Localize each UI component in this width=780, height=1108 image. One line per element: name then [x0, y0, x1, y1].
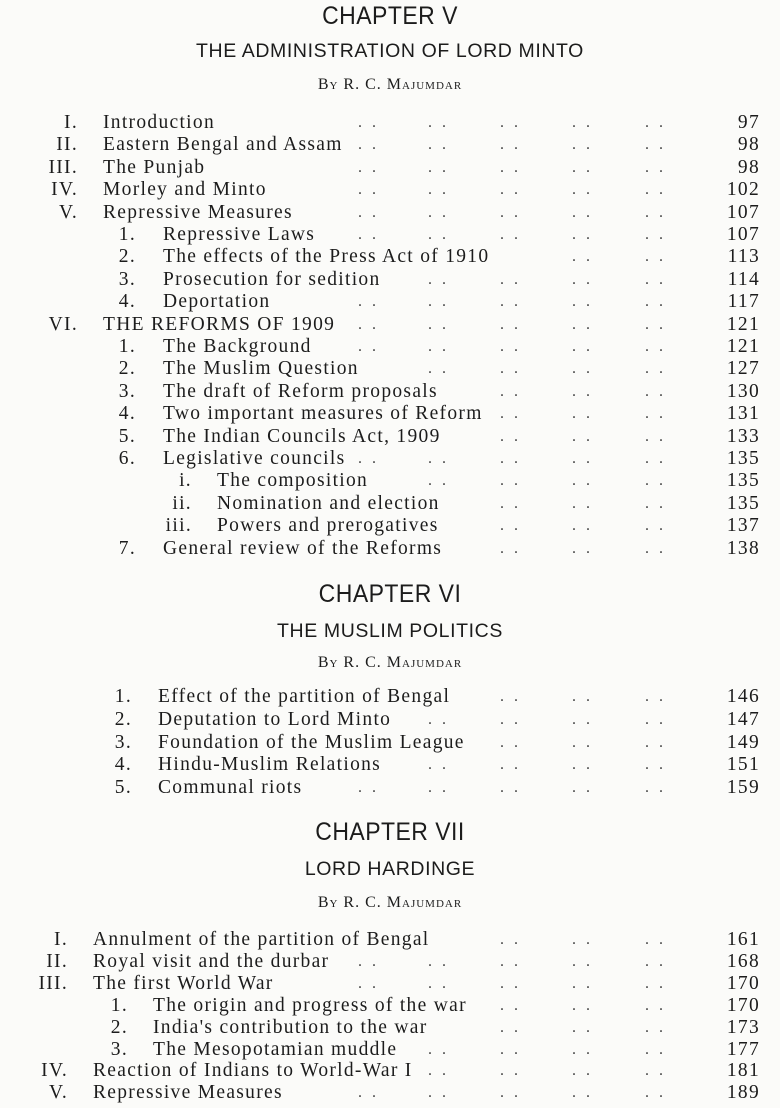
toc-entry[interactable]: [0, 929, 780, 951]
entry-title: The composition: [217, 470, 369, 492]
dot-leader: . .: [572, 779, 593, 797]
entry-title: Repressive Measures: [103, 201, 293, 223]
dot-leader: . .: [572, 517, 593, 535]
entry-page: 177: [726, 1038, 760, 1060]
dot-leader: . .: [645, 114, 666, 131]
entry-title: Introduction: [103, 112, 215, 133]
dot-leader: . .: [500, 974, 521, 992]
dot-leader: . .: [645, 427, 666, 445]
dot-leader: . .: [428, 270, 449, 288]
dot-leader: . .: [572, 427, 593, 445]
entry-title: General review of the Reforms: [163, 537, 443, 559]
dot-leader: . .: [572, 1084, 593, 1102]
dot-leader: . .: [358, 181, 379, 199]
entry-title: The Punjab: [103, 156, 206, 178]
toc-entry[interactable]: [0, 515, 780, 537]
dot-leader: . .: [500, 756, 521, 774]
dot-leader: . .: [645, 1062, 666, 1080]
entry-number: 7.: [118, 537, 136, 559]
entry-title: The origin and progress of the war: [153, 994, 467, 1016]
entry-title: Two important measures of Reform: [163, 403, 483, 425]
entry-page: 161: [726, 929, 760, 950]
dot-leader: . .: [428, 181, 449, 199]
entry-page: 117: [727, 291, 760, 313]
chapter-heading: CHAPTER VI: [318, 580, 462, 608]
entry-number: 4.: [118, 403, 136, 425]
dot-leader: . .: [572, 1062, 593, 1080]
dot-leader: . .: [645, 270, 666, 288]
entry-page: 135: [726, 492, 760, 514]
dot-leader: . .: [645, 472, 666, 490]
dot-leader: . .: [428, 114, 449, 131]
dot-leader: . .: [428, 158, 449, 176]
dot-leader: . .: [645, 450, 666, 467]
entry-title: The effects of the Press Act of 1910: [163, 246, 490, 268]
entry-number: IV.: [51, 179, 78, 201]
dot-leader: . .: [645, 756, 666, 774]
entry-number: V.: [48, 1082, 68, 1104]
entry-page: 114: [727, 268, 760, 290]
toc-entry[interactable]: [0, 336, 780, 358]
dot-leader: . .: [500, 494, 521, 512]
dot-leader: . .: [572, 710, 593, 728]
dot-leader: . .: [500, 1062, 521, 1080]
toc-entry[interactable]: [0, 1017, 780, 1039]
entry-title: Repressive Laws: [163, 224, 316, 245]
entry-title: Hindu-Muslim Relations: [158, 754, 382, 776]
entry-title: The Indian Councils Act, 1909: [163, 425, 441, 447]
chapter-title: LORD HARDINGE: [304, 858, 476, 880]
entry-number: 2.: [118, 358, 136, 380]
dot-leader: . .: [645, 226, 666, 243]
dot-leader: . .: [645, 996, 666, 1014]
dot-leader: . .: [572, 733, 593, 751]
entry-number: i.: [179, 470, 192, 492]
entry-title: Morley and Minto: [103, 179, 267, 201]
dot-leader: . .: [572, 1040, 593, 1058]
entry-title: Nomination and election: [217, 492, 440, 514]
chapter-author: By R. C. Majumdar: [317, 654, 463, 671]
toc-entry[interactable]: [0, 777, 780, 799]
dot-leader: . .: [500, 688, 521, 705]
dot-leader: . .: [500, 996, 521, 1014]
entry-title: The Mesopotamian muddle: [153, 1038, 398, 1060]
dot-leader: . .: [572, 1018, 593, 1036]
entry-title: Royal visit and the durbar: [93, 950, 330, 972]
dot-leader: . .: [645, 974, 666, 992]
dot-leader: . .: [500, 472, 521, 490]
dot-leader: . .: [500, 203, 521, 221]
entry-page: 181: [726, 1060, 760, 1082]
dot-leader: . .: [500, 1040, 521, 1058]
dot-leader: . .: [428, 779, 449, 797]
entry-number: 1.: [118, 336, 136, 357]
dot-leader: . .: [645, 931, 666, 948]
dot-leader: . .: [500, 158, 521, 176]
dot-leader: . .: [500, 360, 521, 378]
dot-leader: . .: [645, 203, 666, 221]
entry-number: II.: [46, 950, 68, 972]
entry-page: 133: [726, 425, 760, 447]
entry-number: III.: [48, 156, 78, 178]
dot-leader: . .: [500, 181, 521, 199]
dot-leader: . .: [645, 136, 666, 154]
entry-page: 121: [726, 313, 760, 335]
entry-number: 6.: [118, 448, 136, 469]
dot-leader: . .: [645, 248, 666, 266]
toc-entry[interactable]: [0, 179, 780, 201]
entry-title: The Muslim Question: [163, 358, 359, 380]
dot-leader: . .: [428, 315, 449, 333]
entry-number: I.: [64, 112, 78, 133]
dot-leader: . .: [645, 779, 666, 797]
entry-page: 130: [726, 380, 760, 402]
dot-leader: . .: [428, 136, 449, 154]
dot-leader: . .: [428, 710, 449, 728]
dot-leader: . .: [428, 472, 449, 490]
toc-entry[interactable]: [0, 470, 780, 492]
toc-entry[interactable]: [0, 134, 780, 156]
toc-entry[interactable]: [0, 686, 780, 708]
dot-leader: . .: [645, 338, 666, 355]
entry-number: 4.: [118, 291, 136, 313]
toc-entry[interactable]: [0, 403, 780, 425]
dot-leader: . .: [645, 494, 666, 512]
entry-number: 5.: [118, 425, 136, 447]
toc-entry[interactable]: [0, 448, 780, 470]
toc-entry[interactable]: [0, 426, 780, 448]
dot-leader: . .: [572, 360, 593, 378]
dot-leader: . .: [500, 539, 521, 557]
dot-leader: . .: [500, 270, 521, 288]
toc-entry[interactable]: [0, 157, 780, 179]
dot-leader: . .: [358, 974, 379, 992]
toc-entry[interactable]: [0, 358, 780, 380]
entry-page: 138: [726, 537, 760, 559]
toc-entry[interactable]: [0, 1039, 780, 1061]
entry-number: I.: [54, 929, 68, 950]
dot-leader: . .: [500, 1084, 521, 1102]
entry-page: 173: [726, 1016, 760, 1038]
entry-page: 107: [726, 201, 760, 223]
toc-entry[interactable]: [0, 709, 780, 731]
chapter-title: THE ADMINISTRATION OF LORD MINTO: [196, 40, 584, 62]
entry-page: 170: [726, 972, 760, 994]
dot-leader: . .: [500, 952, 521, 970]
dot-leader: . .: [358, 293, 379, 311]
entry-number: 3.: [118, 380, 136, 402]
toc-entry[interactable]: [0, 493, 780, 515]
dot-leader: . .: [500, 931, 521, 948]
dot-leader: . .: [572, 974, 593, 992]
dot-leader: . .: [645, 293, 666, 311]
dot-leader: . .: [645, 382, 666, 400]
dot-leader: . .: [500, 338, 521, 355]
toc-entry[interactable]: [0, 269, 780, 291]
entry-number: II.: [56, 134, 78, 156]
dot-leader: . .: [500, 779, 521, 797]
dot-leader: . .: [645, 1084, 666, 1102]
entry-number: 3.: [114, 731, 132, 753]
chapter-heading: CHAPTER VII: [315, 818, 465, 846]
dot-leader: . .: [358, 158, 379, 176]
dot-leader: . .: [428, 338, 449, 355]
dot-leader: . .: [428, 293, 449, 311]
entry-title: India's contribution to the war: [153, 1016, 428, 1038]
dot-leader: . .: [500, 136, 521, 154]
entry-title: The Background: [163, 336, 312, 357]
toc-entry[interactable]: [0, 538, 780, 560]
dot-leader: . .: [428, 1040, 449, 1058]
dot-leader: . .: [572, 756, 593, 774]
entry-title: Deputation to Lord Minto: [158, 708, 392, 730]
entry-page: 135: [726, 448, 760, 469]
dot-leader: . .: [428, 756, 449, 774]
dot-leader: . .: [500, 517, 521, 535]
entry-page: 127: [726, 358, 760, 380]
toc-entry[interactable]: [0, 202, 780, 224]
entry-number: V.: [58, 201, 78, 223]
toc-entry[interactable]: [0, 224, 780, 246]
entry-number: 4.: [114, 754, 132, 776]
dot-leader: . .: [572, 270, 593, 288]
dot-leader: . .: [428, 226, 449, 243]
entry-page: 131: [726, 403, 760, 425]
dot-leader: . .: [500, 450, 521, 467]
dot-leader: . .: [428, 450, 449, 467]
dot-leader: . .: [500, 1018, 521, 1036]
dot-leader: . .: [500, 114, 521, 131]
dot-leader: . .: [645, 315, 666, 333]
entry-page: 121: [726, 336, 760, 357]
dot-leader: . .: [500, 293, 521, 311]
dot-leader: . .: [572, 494, 593, 512]
entry-title: THE REFORMS OF 1909: [103, 313, 336, 335]
entry-number: IV.: [41, 1060, 68, 1082]
dot-leader: . .: [572, 382, 593, 400]
dot-leader: . .: [358, 952, 379, 970]
dot-leader: . .: [572, 931, 593, 948]
entry-title: Annulment of the partition of Bengal: [93, 929, 430, 950]
dot-leader: . .: [572, 539, 593, 557]
entry-title: Repressive Measures: [93, 1082, 283, 1104]
dot-leader: . .: [358, 1084, 379, 1102]
dot-leader: . .: [572, 181, 593, 199]
entry-page: 149: [726, 731, 760, 753]
dot-leader: . .: [358, 779, 379, 797]
dot-leader: . .: [572, 996, 593, 1014]
dot-leader: . .: [500, 733, 521, 751]
dot-leader: . .: [572, 203, 593, 221]
dot-leader: . .: [572, 952, 593, 970]
entry-page: 189: [726, 1082, 760, 1104]
dot-leader: . .: [500, 226, 521, 243]
entry-title: Eastern Bengal and Assam: [103, 134, 343, 156]
dot-leader: . .: [645, 952, 666, 970]
dot-leader: . .: [428, 203, 449, 221]
toc-entry[interactable]: [0, 973, 780, 995]
dot-leader: . .: [645, 733, 666, 751]
dot-leader: . .: [358, 226, 379, 243]
dot-leader: . .: [572, 136, 593, 154]
dot-leader: . .: [645, 539, 666, 557]
dot-leader: . .: [645, 1018, 666, 1036]
entry-page: 168: [726, 950, 760, 972]
dot-leader: . .: [572, 114, 593, 131]
entry-page: 151: [726, 754, 760, 776]
entry-title: Communal riots: [158, 777, 303, 799]
dot-leader: . .: [358, 450, 379, 467]
dot-leader: . .: [500, 382, 521, 400]
dot-leader: . .: [645, 360, 666, 378]
entry-number: 1.: [118, 224, 136, 245]
entry-title: Prosecution for sedition: [163, 268, 381, 290]
entry-title: Legislative councils: [163, 448, 346, 469]
entry-title: Powers and prerogatives: [217, 515, 439, 537]
dot-leader: . .: [500, 427, 521, 445]
dot-leader: . .: [358, 203, 379, 221]
toc-entry[interactable]: [0, 732, 780, 754]
entry-number: 2.: [110, 1016, 128, 1038]
dot-leader: . .: [428, 952, 449, 970]
dot-leader: . .: [500, 710, 521, 728]
dot-leader: . .: [500, 315, 521, 333]
dot-leader: . .: [645, 1040, 666, 1058]
dot-leader: . .: [645, 405, 666, 423]
entry-title: Effect of the partition of Bengal: [158, 686, 451, 707]
entry-number: 5.: [114, 777, 132, 799]
toc-entry[interactable]: [0, 951, 780, 973]
entry-number: ii.: [172, 492, 192, 514]
toc-entry[interactable]: [0, 112, 780, 134]
dot-leader: . .: [572, 688, 593, 705]
entry-number: III.: [38, 972, 68, 994]
entry-page: 98: [737, 156, 760, 178]
entry-page: 159: [726, 777, 760, 799]
dot-leader: . .: [358, 114, 379, 131]
dot-leader: . .: [645, 517, 666, 535]
toc-entry[interactable]: [0, 995, 780, 1017]
entry-page: 102: [726, 179, 760, 201]
chapter-title: THE MUSLIM POLITICS: [277, 620, 503, 642]
dot-leader: . .: [572, 158, 593, 176]
dot-leader: . .: [428, 1062, 449, 1080]
toc-entry[interactable]: [0, 754, 780, 776]
dot-leader: . .: [572, 315, 593, 333]
entry-page: 146: [726, 686, 760, 707]
dot-leader: . .: [428, 974, 449, 992]
dot-leader: . .: [428, 360, 449, 378]
toc-entry[interactable]: [0, 246, 780, 268]
dot-leader: . .: [645, 158, 666, 176]
chapter-author: By R. C. Majumdar: [317, 76, 463, 93]
entry-number: 3.: [118, 268, 136, 290]
entry-number: 2.: [118, 246, 136, 268]
entry-title: Foundation of the Muslim League: [158, 731, 465, 753]
entry-number: 3.: [110, 1038, 128, 1060]
toc-entry[interactable]: [0, 1082, 780, 1104]
entry-page: 170: [726, 994, 760, 1016]
dot-leader: . .: [645, 181, 666, 199]
entry-page: 135: [726, 470, 760, 492]
dot-leader: . .: [572, 338, 593, 355]
dot-leader: . .: [358, 338, 379, 355]
dot-leader: . .: [645, 710, 666, 728]
entry-page: 137: [726, 515, 760, 537]
entry-title: Reaction of Indians to World-War I: [93, 1060, 413, 1082]
toc-entry[interactable]: [0, 1060, 780, 1082]
entry-title: The draft of Reform proposals: [163, 380, 438, 402]
entry-number: 1.: [110, 994, 128, 1016]
dot-leader: . .: [572, 450, 593, 467]
dot-leader: . .: [358, 136, 379, 154]
dot-leader: . .: [358, 315, 379, 333]
entry-page: 147: [726, 708, 760, 730]
entry-page: 107: [726, 224, 760, 245]
entry-page: 98: [737, 134, 760, 156]
dot-leader: . .: [572, 472, 593, 490]
entry-number: VI.: [48, 313, 78, 335]
dot-leader: . .: [572, 405, 593, 423]
entry-page: 97: [737, 112, 760, 133]
entry-number: iii.: [165, 515, 192, 537]
chapter-author: By R. C. Majumdar: [317, 894, 463, 911]
entry-title: Deportation: [163, 291, 271, 313]
entry-number: 1.: [114, 686, 132, 707]
toc-entry[interactable]: [0, 314, 780, 336]
toc-entry[interactable]: [0, 381, 780, 403]
entry-title: The first World War: [93, 972, 274, 994]
dot-leader: . .: [572, 226, 593, 243]
chapter-heading: CHAPTER V: [322, 2, 458, 30]
toc-entry[interactable]: [0, 291, 780, 313]
dot-leader: . .: [572, 293, 593, 311]
entry-page: 113: [727, 246, 760, 268]
dot-leader: . .: [428, 1084, 449, 1102]
dot-leader: . .: [500, 405, 521, 423]
entry-number: 2.: [114, 708, 132, 730]
dot-leader: . .: [645, 688, 666, 705]
dot-leader: . .: [572, 248, 593, 266]
